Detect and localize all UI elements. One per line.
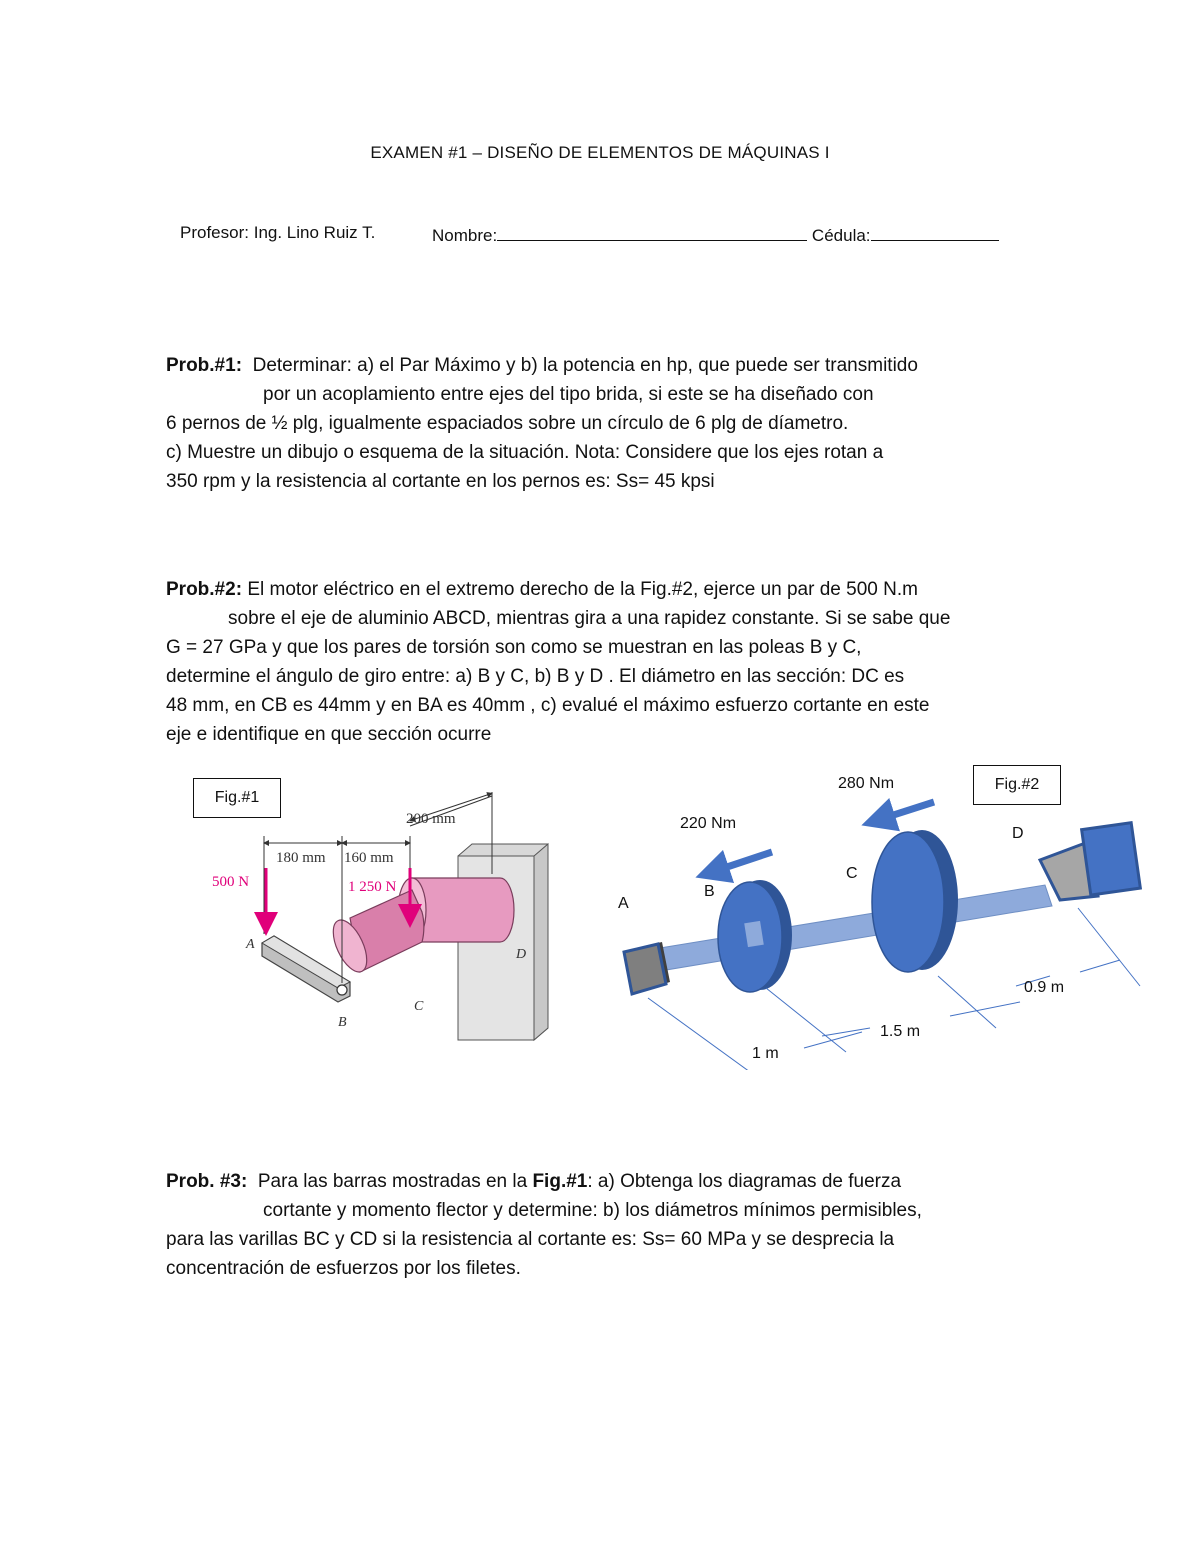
nombre-blank[interactable]	[497, 223, 807, 241]
fig1-diagram	[200, 778, 550, 1048]
fig1-pt-d: D	[516, 947, 527, 962]
fig1-force-a: 500 N	[212, 874, 250, 890]
problem-1-line: por un acoplamiento entre ejes del tipo brida, si este se ha diseñado con	[263, 384, 874, 405]
cedula-label: Cédula:	[811, 226, 871, 245]
fig2-label: Fig.#2	[973, 765, 1061, 805]
profesor-label: Profesor:	[180, 223, 249, 242]
fig2-dim-cd-right	[1078, 908, 1140, 986]
fig2-dim-cd-b	[1080, 960, 1120, 972]
problem-3	[166, 1167, 922, 1283]
problem-2-line: El motor eléctrico en el extremo derecho de la Fig.#2, ejerce un par de 500 N.m	[247, 579, 918, 600]
fig1-dim-180: 180 mm	[276, 850, 326, 866]
page-title: EXAMEN #1 – DISEÑO DE ELEMENTOS DE MÁQUINAS I	[370, 143, 830, 162]
fig1-pin-b	[337, 985, 347, 995]
problem-3-line: cortante y momento flector y determine: b) los diámetros mínimos permisibles,	[263, 1200, 922, 1221]
problem-1-line: Determinar: a) el Par Máximo y b) la potencia en hp, que puede ser transmitido	[252, 355, 918, 376]
problem-3-line: concentración de esfuerzos por los filetes.	[166, 1258, 521, 1279]
problem-3-fig-ref: Fig.#1	[532, 1171, 588, 1192]
problem-1-line: 6 pernos de ½ plg, igualmente espaciados sobre un círculo de 6 plg de díametro.	[166, 413, 849, 434]
fig1-pt-a: A	[246, 937, 255, 952]
fig2-torque-b-arrow	[712, 852, 772, 872]
fig1-dim-200: 200 mm	[406, 811, 456, 827]
fig1-shaft-cd	[412, 878, 514, 942]
fig2-pt-b: B	[704, 883, 715, 900]
fig1-pt-c: C	[414, 999, 424, 1014]
problem-1	[166, 351, 918, 496]
problem-3-suffix: : a) Obtenga los diagramas de fuerza	[587, 1171, 902, 1192]
fig2-pulley-c	[872, 832, 944, 972]
fig2-motor	[1082, 823, 1141, 895]
fig2-len-cd: 0.9 m	[1024, 979, 1065, 996]
fig2-dim-ab-left	[648, 998, 750, 1070]
fig2-pt-a: A	[618, 895, 629, 912]
fig2-torque-c-arrow	[878, 802, 934, 820]
problem-1-label: Prob.#1:	[166, 355, 243, 376]
fig2-pt-d: D	[1012, 825, 1024, 842]
fig2-len-ab: 1 m	[752, 1045, 779, 1062]
fig1-wall-side	[534, 844, 548, 1040]
fig2-dim-bc-right	[938, 976, 996, 1028]
fig2-coupling-a	[624, 944, 666, 994]
nombre-label: Nombre:	[432, 226, 498, 245]
fig2-diagram	[600, 760, 1160, 1070]
fig2-pt-c: C	[846, 865, 858, 882]
fig1-label: Fig.#1	[193, 778, 281, 818]
problem-1-line: 350 rpm y la resistencia al cortante en los pernos es: Ss= 45 kpsi	[166, 471, 715, 492]
fig2-torque-c: 280 Nm	[838, 775, 895, 792]
problem-2	[166, 575, 950, 749]
problem-2-line: determine el ángulo de giro entre: a) B y C, b) B y D . El diámetro en las sección: DC es	[166, 666, 905, 687]
problem-2-label: Prob.#2:	[166, 579, 243, 600]
problem-1-line: c) Muestre un dibujo o esquema de la situación. Nota: Considere que los ejes rotan a	[166, 442, 884, 463]
problem-3-prefix: Para las barras mostradas en la	[257, 1171, 533, 1192]
fig2-dim-bc-a	[822, 1028, 870, 1036]
problem-2-line: 48 mm, en CB es 44mm y en BA es 40mm , c) evalué el máximo esfuerzo cortante en este	[166, 695, 930, 716]
profesor-field	[180, 223, 375, 243]
fig2-len-bc: 1.5 m	[880, 1023, 921, 1040]
problem-3-line: para las varillas BC y CD si la resistencia al cortante es: Ss= 60 MPa y se desprecia la	[166, 1229, 895, 1250]
problem-2-line: G = 27 GPa y que los pares de torsión son como se muestran en las poleas B y C,	[166, 637, 862, 658]
fig2-torque-b: 220 Nm	[680, 815, 737, 832]
problem-3-label: Prob. #3:	[166, 1171, 248, 1192]
fig2-dim-ab-right	[766, 988, 846, 1052]
cedula-blank[interactable]	[871, 223, 999, 241]
nombre-field	[432, 223, 999, 246]
problem-2-line: sobre el eje de aluminio ABCD, mientras gira a una rapidez constante. Si se sabe que	[228, 608, 951, 629]
profesor-name: Ing. Lino Ruiz T.	[253, 223, 376, 242]
fig1-dim-160: 160 mm	[344, 850, 394, 866]
fig1-force-c: 1 250 N	[348, 879, 397, 895]
fig2-dim-bc-b	[950, 1002, 1020, 1016]
fig1-pt-b: B	[338, 1015, 347, 1030]
problem-2-line: eje e identifique en que sección ocurre	[166, 724, 492, 745]
